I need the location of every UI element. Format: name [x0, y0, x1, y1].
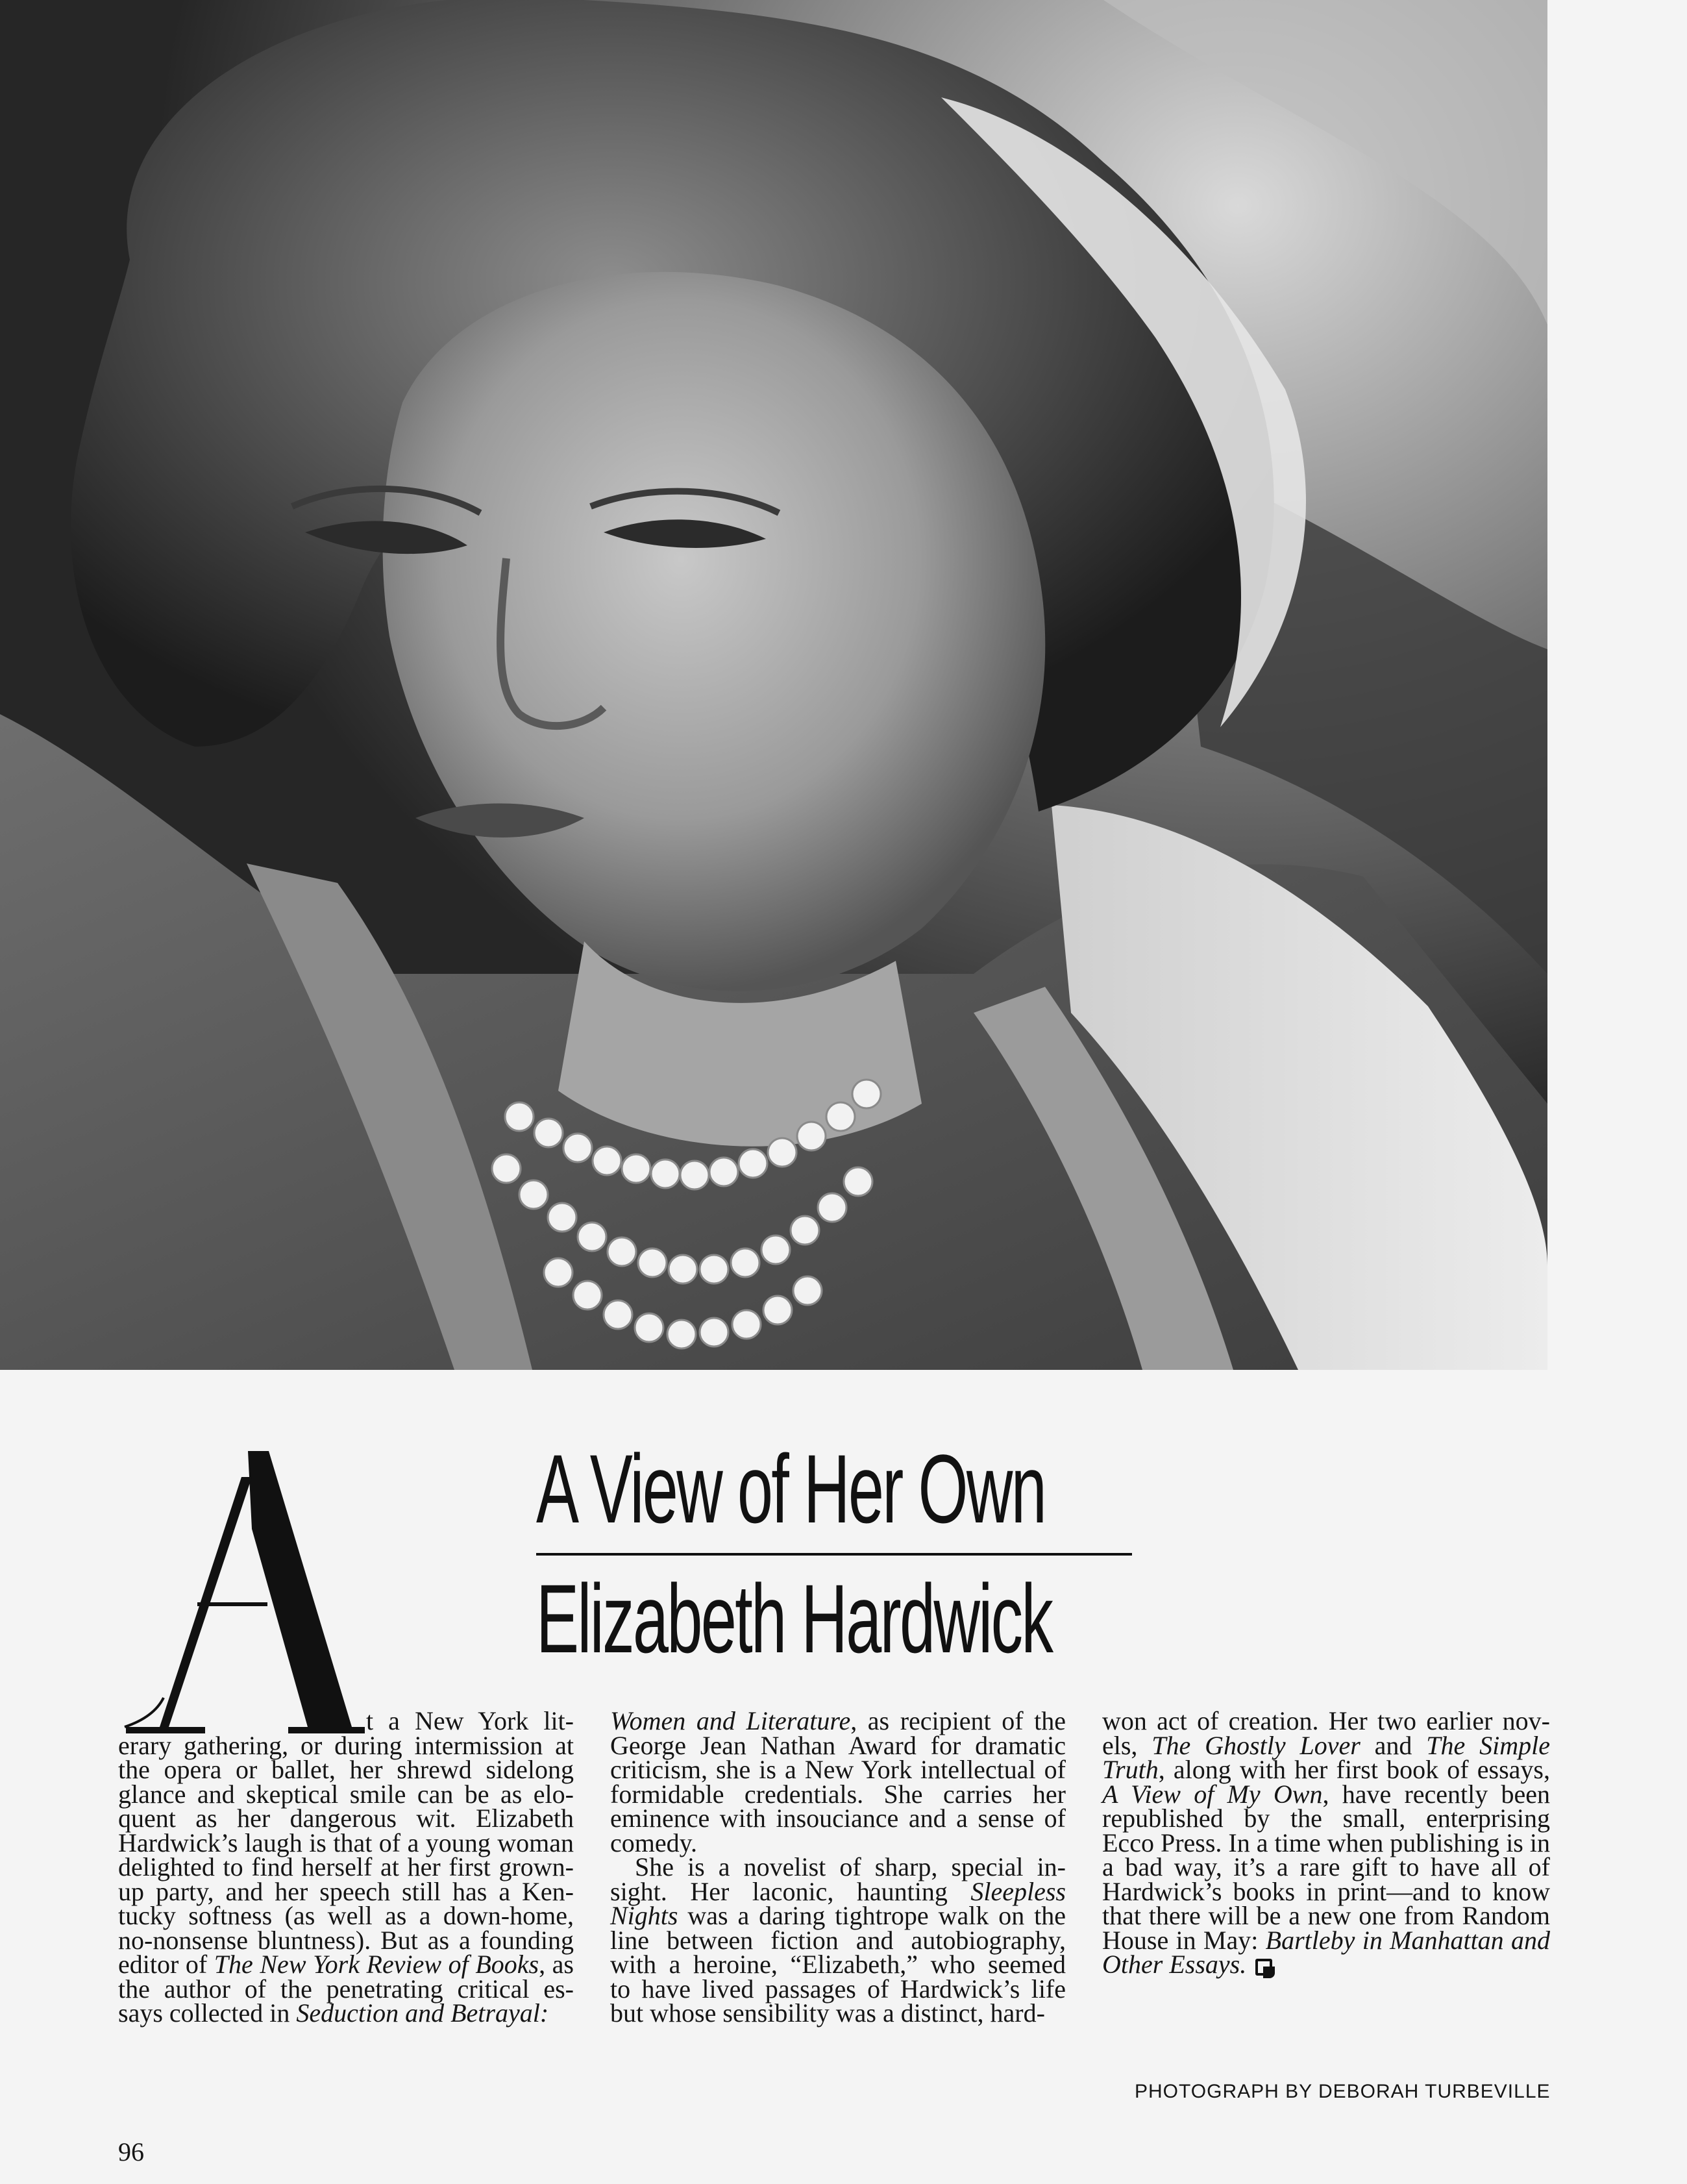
- text-line: [1102, 1952, 1550, 1977]
- text-line: [610, 1876, 1066, 1906]
- text-run: , have recently been: [1322, 1779, 1551, 1809]
- text-line: [1102, 1706, 1550, 1735]
- text-line: [610, 1806, 1066, 1831]
- text-line: [118, 1779, 574, 1809]
- text-run: the opera or ballet, her shrewd sidelong: [118, 1755, 574, 1784]
- text-run: won act of creation. Her two earlier nov-: [1102, 1706, 1550, 1735]
- end-mark-icon: [1255, 1959, 1272, 1976]
- text-run: criticism, she is a New York intellectual of: [610, 1755, 1066, 1784]
- text-line: [610, 1974, 1066, 2004]
- italic-title-text: Truth: [1102, 1755, 1159, 1784]
- text-run: was a daring tightrope walk on the: [678, 1901, 1066, 1930]
- text-run: to have lived passages of Hardwick’s life: [610, 1974, 1066, 2004]
- text-line: [1102, 1901, 1550, 1930]
- text-run: formidable credentials. She carries her: [610, 1779, 1066, 1809]
- text-line: [610, 1852, 1066, 1881]
- text-run: sight. Her laconic, haunting: [610, 1876, 971, 1906]
- italic-title-text: A View of My Own: [1102, 1779, 1323, 1809]
- text-run: els,: [1102, 1730, 1152, 1760]
- text-run: with a heroine, “Elizabeth,” who seemed: [610, 1950, 1066, 1979]
- column-1-lines: [118, 1706, 574, 2028]
- body-column-1: [118, 1706, 574, 2028]
- body-column-2: [610, 1706, 1066, 2028]
- italic-title-text: Other Essays.: [1102, 1950, 1247, 1979]
- text-run: House in May:: [1102, 1925, 1266, 1955]
- text-line: [118, 1730, 574, 1760]
- text-line: [1102, 1757, 1550, 1782]
- text-line: [118, 1925, 574, 1955]
- text-run: , as: [539, 1950, 574, 1979]
- text-run: glance and skeptical smile can be as elo-: [118, 1779, 574, 1809]
- text-run: and: [1360, 1730, 1427, 1760]
- text-line: [1102, 1876, 1550, 1906]
- text-run: line between fiction and autobiography,: [610, 1925, 1066, 1955]
- text-line: [1102, 1806, 1550, 1831]
- text-run: George Jean Nathan Award for dramatic: [610, 1730, 1066, 1760]
- text-run: Hardwick’s books in print—and to know: [1102, 1876, 1550, 1906]
- text-line: [1102, 1828, 1550, 1857]
- text-run: Ecco Press. In a time when publishing is in: [1102, 1828, 1550, 1857]
- text-line: [118, 1852, 574, 1881]
- photo-credit: PHOTOGRAPH BY DEBORAH TURBEVILLE: [1135, 2081, 1551, 2102]
- page-number: 96: [118, 2137, 144, 2166]
- text-line: [118, 1901, 574, 1930]
- italic-title-text: The Ghostly Lover: [1151, 1730, 1361, 1760]
- text-line: [1102, 1779, 1551, 1809]
- text-line: [610, 1730, 1066, 1760]
- text-line: [118, 1806, 574, 1831]
- text-run: t a New York lit-: [366, 1706, 574, 1735]
- italic-title-text: Seduction and Betrayal:: [296, 1998, 549, 2028]
- italic-title-text: Nights: [610, 1901, 678, 1930]
- text-line: [118, 1828, 574, 1857]
- text-line: [1102, 1730, 1550, 1760]
- article-byline: Elizabeth Hardwick: [536, 1564, 1052, 1673]
- text-run: erary gathering, or during intermission at: [118, 1730, 574, 1760]
- text-run: editor of: [118, 1950, 214, 1979]
- text-run: no-nonsense bluntness). But as a founding: [118, 1925, 574, 1955]
- italic-title-text: Bartleby in Manhattan and: [1265, 1925, 1550, 1955]
- text-run: She is a novelist of sharp, special in-: [635, 1852, 1066, 1881]
- drop-cap: [118, 1451, 365, 1740]
- text-line: [610, 1925, 1066, 1955]
- text-run: delighted to find herself at her first grown-: [118, 1852, 574, 1881]
- article-title: A View of Her Own: [536, 1434, 1046, 1543]
- text-line: [610, 1952, 1066, 1977]
- text-line: [610, 1998, 1066, 2028]
- text-line: [610, 1828, 1066, 1857]
- italic-title-text: Sleepless: [970, 1876, 1066, 1906]
- text-run: Hardwick’s laugh is that of a young woman: [118, 1828, 574, 1857]
- text-line: [118, 1706, 574, 1735]
- text-line: [118, 1974, 574, 2004]
- text-run: up party, and her speech still has a Ken-: [118, 1876, 574, 1906]
- text-line: [118, 1757, 574, 1782]
- body-column-3: [1102, 1706, 1551, 1979]
- text-run: republished by the small, enterprising: [1102, 1804, 1550, 1833]
- text-line: [1102, 1925, 1550, 1955]
- italic-title-text: The New York Review of Books: [214, 1950, 539, 1979]
- text-line: [1102, 1852, 1550, 1881]
- text-run: quent as her dangerous wit. Elizabeth: [118, 1804, 574, 1833]
- text-run: eminence with insouciance and a sense of: [610, 1804, 1066, 1833]
- text-run: but whose sensibility was a distinct, hard-: [610, 1998, 1045, 2028]
- italic-title-text: Women and Literature: [610, 1706, 851, 1735]
- text-run: , along with her first book of essays,: [1158, 1755, 1550, 1784]
- text-run: a bad way, it’s a rare gift to have all of: [1102, 1852, 1550, 1881]
- drop-cap-letter: [118, 1451, 365, 1740]
- text-line: [610, 1706, 1066, 1735]
- article-headline: [536, 1434, 1133, 1673]
- text-line: [118, 1876, 574, 1906]
- text-run: that there will be a new one from Random: [1102, 1901, 1550, 1930]
- column-3-lines: [1102, 1706, 1551, 1979]
- text-run: tucky softness (as well as a down-home,: [118, 1901, 574, 1930]
- text-line: [610, 1757, 1066, 1782]
- text-line: [610, 1779, 1066, 1809]
- text-run: , as recipient of the: [850, 1706, 1066, 1735]
- text-line: [118, 1998, 574, 2028]
- text-run: says collected in: [118, 1998, 297, 2028]
- text-line: [118, 1952, 574, 1977]
- text-run: comedy.: [610, 1828, 698, 1857]
- text-run: the author of the penetrating critical es-: [118, 1974, 574, 2004]
- text-line: [610, 1901, 1066, 1930]
- italic-title-text: The Simple: [1426, 1730, 1550, 1760]
- headline-divider: [536, 1553, 1132, 1556]
- column-2-lines: [610, 1706, 1066, 2028]
